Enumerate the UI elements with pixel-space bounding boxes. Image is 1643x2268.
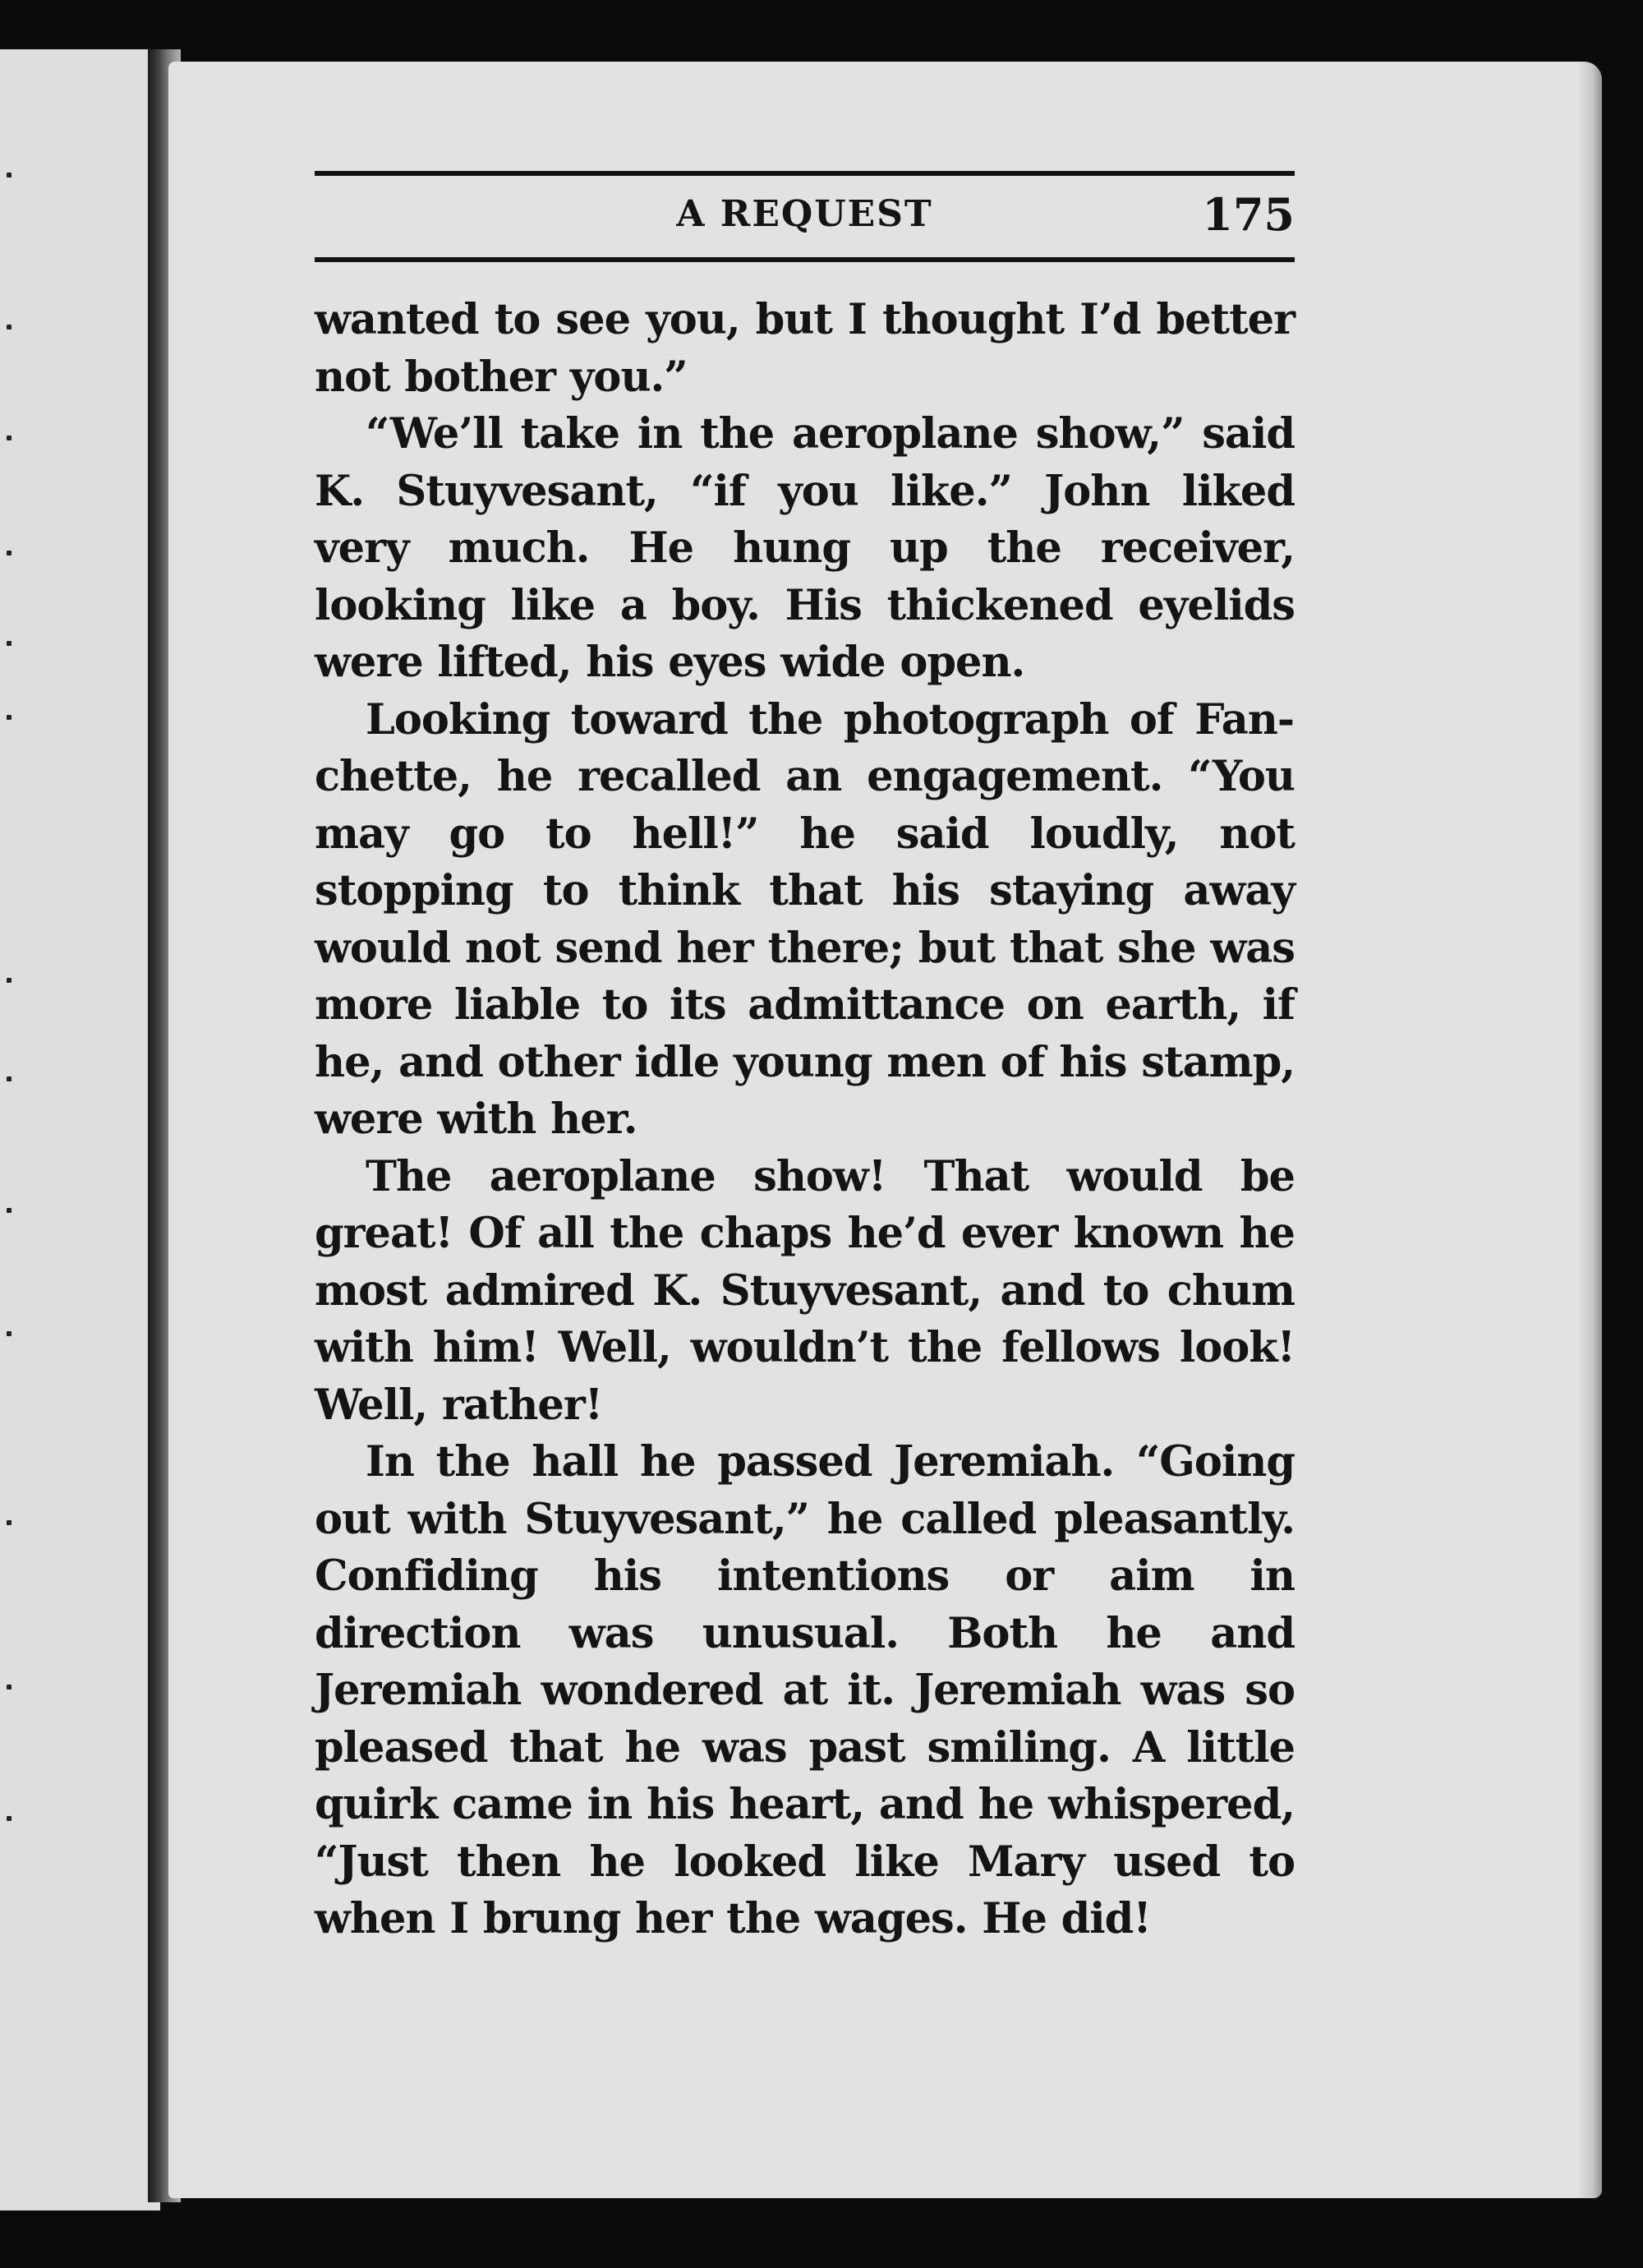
running-head (315, 185, 1295, 251)
adjacent-page-edge (0, 49, 160, 2210)
header-rule-top (315, 171, 1295, 176)
adjacent-page-mark (7, 1520, 12, 1525)
paragraph: In the hall he passed Jeremiah. “Going out with Stuyvesant,” he called pleasantly. Confiding his intentions or aim in direction was unusual. Both he and Jeremiah wondered at it. Jeremiah was so pleased that he was past smiling. A little quirk came in his heart, and he whispered, “Just then he looked like Mary used to when I brung her the wages. He did! (315, 1437, 1295, 1943)
header-rule-bottom (315, 257, 1295, 262)
paragraph: The aeroplane show! That would be great! Of all the chaps he’d ever known he most admired K. Stuyvesant, and to chum with him! Well, wouldn’t the fellows look! Well, rather! (315, 1151, 1295, 1430)
adjacent-page-mark (7, 173, 12, 177)
adjacent-page-mark (7, 1816, 12, 1821)
body-text (315, 292, 1295, 1948)
adjacent-page-mark (7, 436, 12, 440)
adjacent-page-mark (7, 551, 12, 555)
adjacent-page-mark (7, 1331, 12, 1336)
adjacent-page-mark (7, 325, 12, 330)
adjacent-page-mark (7, 1685, 12, 1689)
page-edge-shadow (1577, 62, 1602, 2198)
paragraph: Looking toward the photograph of Fanchette, he recalled an engagement. “You may go to hell!” he said loudly, not stopping to think that his staying away would not send her there; but that she was more liable to its admittance on earth, if he, and other idle young men of his stamp, were with her. (315, 694, 1295, 1144)
adjacent-page-mark (7, 1208, 12, 1213)
adjacent-page-mark (7, 978, 12, 983)
book-page (168, 62, 1602, 2198)
adjacent-page-mark (7, 1076, 12, 1081)
running-title: A REQUEST (676, 193, 933, 235)
paragraph: “We’ll take in the aeroplane show,” said K. Stuyvesant, “if you like.” John liked very much. He hung up the receiver, looking like a boy. His thickened eyelids were lifted, his eyes wide open. (315, 409, 1295, 687)
adjacent-page-mark (7, 715, 12, 720)
adjacent-page-mark (7, 641, 12, 646)
paragraph: wanted to see you, but I thought I’d better not bother you.” (315, 295, 1295, 402)
page-number: 175 (1202, 188, 1295, 241)
